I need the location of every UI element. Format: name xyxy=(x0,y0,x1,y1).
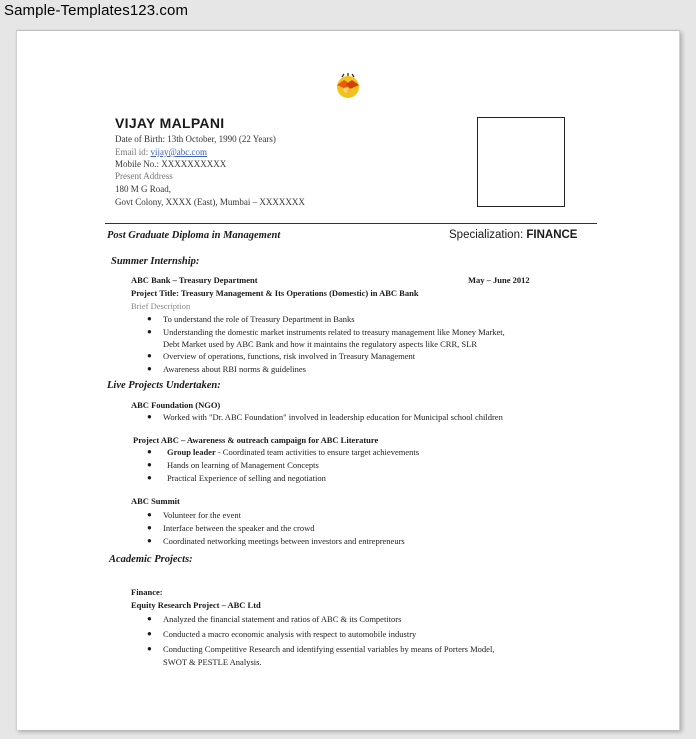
bullet-icon: ● xyxy=(147,412,152,421)
specialization-value: FINANCE xyxy=(526,229,578,241)
brief-description-label: Brief Description xyxy=(131,301,191,311)
bullet-icon: ● xyxy=(147,364,152,373)
list-item: Analyzed the financial statement and ratios of ABC & its Competitors xyxy=(163,614,402,624)
internship-dates: May – June 2012 xyxy=(468,275,530,285)
list-item: Awareness about RBI norms & guidelines xyxy=(163,364,306,374)
list-item: Conducting Competitive Research and identifying essential variables by means of Porters Model, xyxy=(163,644,495,654)
date-of-birth: Date of Birth: 13th October, 1990 (22 Years) xyxy=(115,134,276,144)
bullet-icon: ● xyxy=(147,327,152,336)
list-item: Understanding the domestic market instruments related to treasury management like Money Market, xyxy=(163,327,505,337)
site-watermark: Sample-Templates123.com xyxy=(4,2,189,19)
list-item: Hands on learning of Management Concepts xyxy=(167,460,319,470)
header-divider xyxy=(105,223,597,224)
bullet-icon: ● xyxy=(147,473,152,482)
list-item: Worked with "Dr. ABC Foundation" involved in leadership education for Municipal school children xyxy=(163,412,503,422)
resume-page xyxy=(16,30,680,730)
address-line-2: Govt Colony, XXXX (East), Mumbai – XXXXXXX xyxy=(115,197,305,207)
equity-research-project-title: Equity Research Project – ABC Ltd xyxy=(131,600,261,610)
address-line-1: 180 M G Road, xyxy=(115,184,171,194)
live-projects-heading: Live Projects Undertaken: xyxy=(107,380,221,391)
list-item: Conducted a macro economic analysis with respect to automobile industry xyxy=(163,629,417,639)
email-line xyxy=(115,147,207,157)
bullet-icon: ● xyxy=(147,644,152,653)
live-project-2-title: Project ABC – Awareness & outreach campaign for ABC Literature xyxy=(133,435,379,445)
bullet-icon: ● xyxy=(147,536,152,545)
academic-projects-heading: Academic Projects: xyxy=(109,554,193,565)
list-item: Practical Experience of selling and negotiation xyxy=(167,473,326,483)
live-project-3-title: ABC Summit xyxy=(131,496,180,506)
internship-project-title: Project Title: Treasury Management & Its Operations (Domestic) in ABC Bank xyxy=(131,288,419,298)
bullet-icon: ● xyxy=(147,460,152,469)
list-item: Coordinated networking meetings between investors and entrepreneurs xyxy=(163,536,405,546)
photo-placeholder xyxy=(477,117,565,207)
bullet-icon: ● xyxy=(147,447,152,456)
specialization xyxy=(449,229,577,241)
present-address-label: Present Address xyxy=(115,171,173,181)
bullet-icon: ● xyxy=(147,523,152,532)
bullet-icon: ● xyxy=(147,314,152,323)
bullet-icon: ● xyxy=(147,510,152,519)
degree-title: Post Graduate Diploma in Management xyxy=(107,230,281,241)
bullet-icon: ● xyxy=(147,351,152,360)
mobile-number: Mobile No.: XXXXXXXXXX xyxy=(115,159,227,169)
live-project-1-title: ABC Foundation (NGO) xyxy=(131,400,221,410)
list-item xyxy=(167,447,419,457)
group-leader-label: Group leader xyxy=(167,447,216,457)
group-leader-text: - Coordinated team activities to ensure target achievements xyxy=(215,447,420,457)
academic-finance-label: Finance: xyxy=(131,587,163,597)
candidate-name: VIJAY MALPANI xyxy=(115,115,225,131)
list-item: Debt Market used by ABC Bank and how it maintains the regulatory aspects like CRR, SLR xyxy=(163,339,477,349)
bullet-icon: ● xyxy=(147,614,152,623)
summer-internship-heading: Summer Internship: xyxy=(111,256,200,267)
list-item: Volunteer for the event xyxy=(163,510,241,520)
email-label: Email id: xyxy=(115,147,151,157)
handshake-logo-icon xyxy=(333,71,363,101)
internship-company: ABC Bank – Treasury Department xyxy=(131,275,258,285)
list-item: SWOT & PESTLE Analysis. xyxy=(163,657,262,667)
specialization-label: Specialization: xyxy=(449,229,527,241)
list-item: To understand the role of Treasury Department in Banks xyxy=(163,314,355,324)
list-item: Overview of operations, functions, risk involved in Treasury Management xyxy=(163,351,416,361)
bullet-icon: ● xyxy=(147,629,152,638)
email-link[interactable]: vijay@abc.com xyxy=(150,147,208,157)
list-item: Interface between the speaker and the crowd xyxy=(163,523,315,533)
